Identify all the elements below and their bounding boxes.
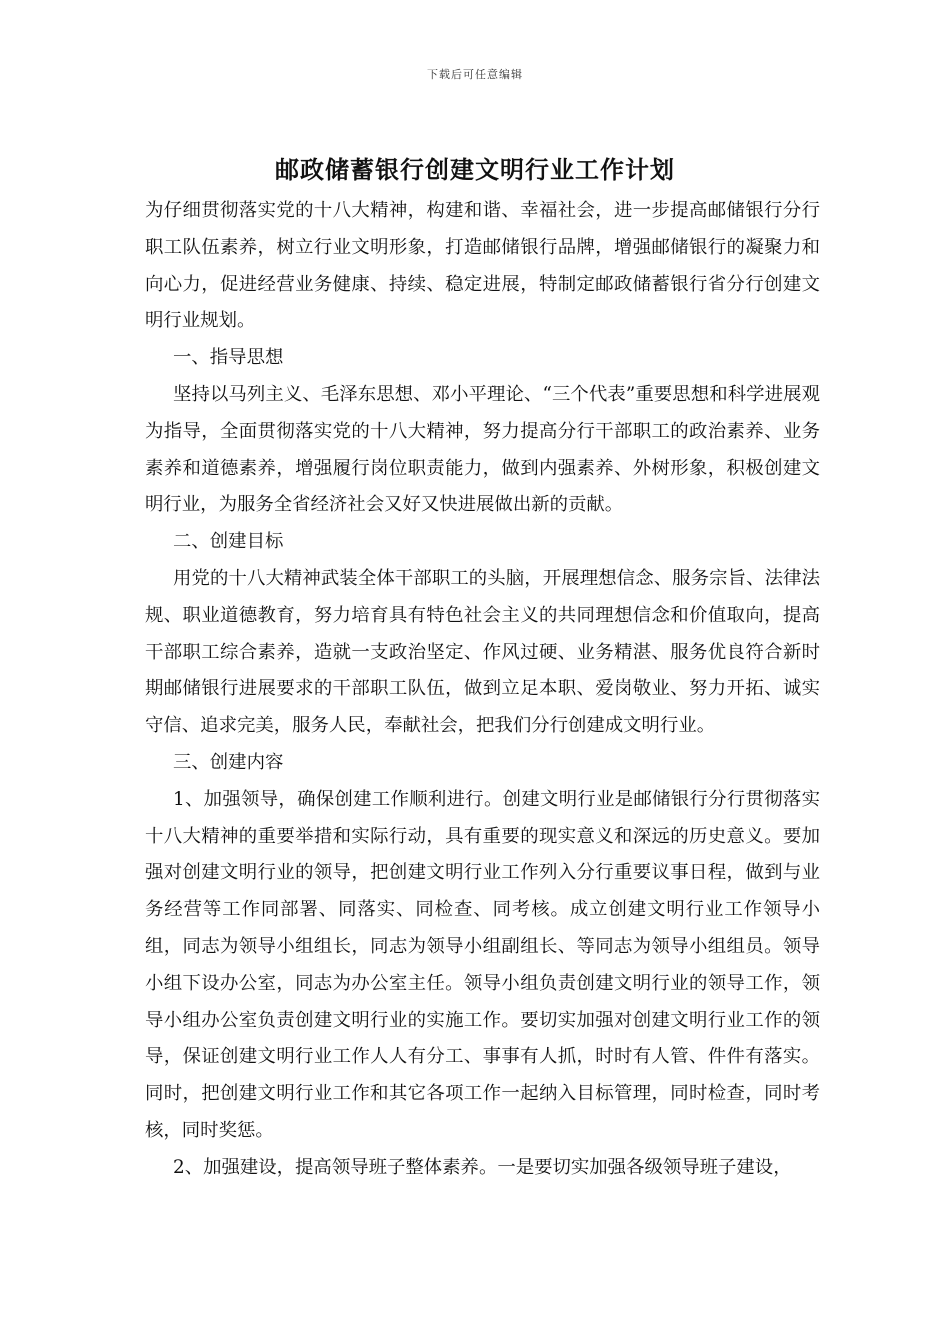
header-note: 下载后可任意编辑 — [427, 68, 523, 81]
content-paragraph-2: 2、加强建设，提高领导班子整体素养。一是要切实加强各级领导班子建设， — [173, 1156, 792, 1178]
goals-paragraph: 用党的十八大精神武装全体干部职工的头脑，开展理想信念、服务宗旨、法律法规、职业道德教育，努力培育具有特色社会主义的共同理想信念和价值取向，提高干部职工综合素养，造就一支政治坚定、作风过硬、业务精湛、服务优良符合新时期邮储银行进展要求的干部职工队伍，做到立足本职、爱岗敬业、努力开拓、诚实守信、追求完美，服务人民，奉献社会，把我们分行创建成文明行业。 — [145, 567, 820, 737]
guiding-thought-paragraph: 坚持以马列主义、毛泽东思想、邓小平理论、“三个代表”重要思想和科学进展观为指导，全面贯彻落实党的十八大精神，努力提高分行干部职工的政治素养、业务素养和道德素养，增强履行岗位职责能力，做到内强素养、外树形象，积极创建文明行业，为服务全省经济社会又好又快进展做出新的贡献。 — [145, 383, 820, 516]
section-heading-guiding-thought: 一、指导思想 — [173, 347, 284, 369]
document-body — [145, 193, 820, 1187]
content-paragraph-1: 1、加强领导，确保创建工作顺利进行。创建文明行业是邮储银行分行贯彻落实十八大精神的重要举措和实际行动，具有重要的现实意义和深远的历史意义。要加强对创建文明行业的领导，把创建文明行业工作列入分行重要议事日程，做到与业务经营等工作同部署、同落实、同检查、同考核。成立创建文明行业工作领导小组，同志为领导小组组长，同志为领导小组副组长、等同志为领导小组组员。领导小组下设办公室，同志为办公室主任。领导小组负责创建文明行业的领导工作，领导小组办公室负责创建文明行业的实施工作。要切实加强对创建文明行业工作的领导，保证创建文明行业工作人人有分工、事事有人抓，时时有人管、件件有落实。同时，把创建文明行业工作和其它各项工作一起纳入目标管理，同时检查，同时考核，同时奖惩。 — [145, 788, 820, 1141]
section-heading-content: 三、创建内容 — [173, 751, 284, 773]
section-heading-goals: 二、创建目标 — [173, 531, 284, 553]
document-title: 邮政储蓄银行创建文明行业工作计划 — [275, 155, 675, 184]
intro-paragraph: 为仔细贯彻落实党的十八大精神，构建和谐、幸福社会，进一步提高邮储银行分行职工队伍素养，树立行业文明形象，打造邮储银行品牌，增强邮储银行的凝聚力和向心力，促进经营业务健康、持续、稳定进展，特制定邮政储蓄银行省分行创建文明行业规划。 — [145, 200, 820, 332]
